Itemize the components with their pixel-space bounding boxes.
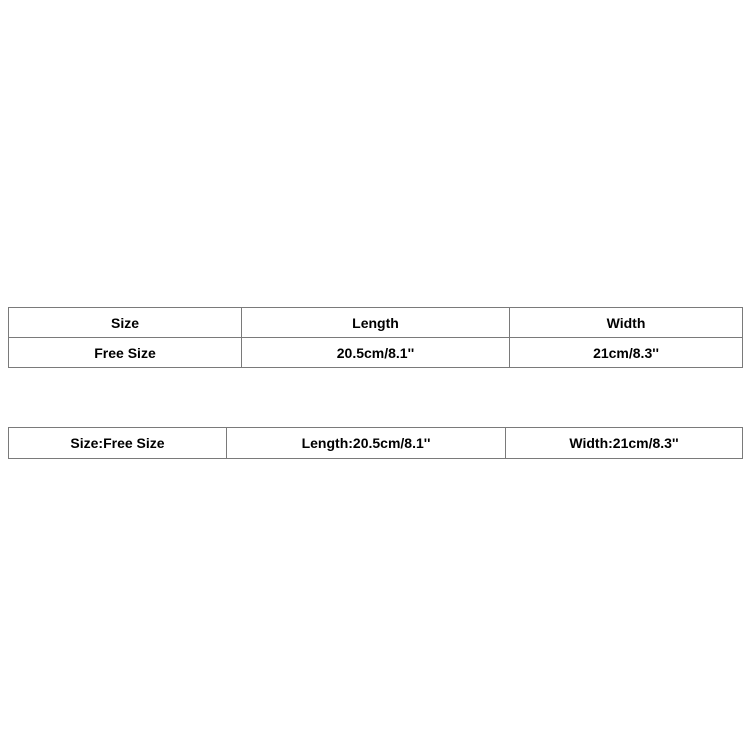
header-length: Length — [242, 308, 510, 338]
header-width: Width — [510, 308, 743, 338]
cell-size-summary: Size:Free Size — [9, 428, 227, 459]
table-header-row — [9, 308, 743, 338]
cell-length-summary: Length:20.5cm/8.1'' — [227, 428, 506, 459]
size-summary-table — [8, 427, 743, 459]
cell-width-value: 21cm/8.3'' — [510, 338, 743, 368]
table-row — [9, 338, 743, 368]
cell-width-summary: Width:21cm/8.3'' — [506, 428, 743, 459]
cell-length-value: 20.5cm/8.1'' — [242, 338, 510, 368]
size-table — [8, 307, 743, 368]
cell-size-value: Free Size — [9, 338, 242, 368]
header-size: Size — [9, 308, 242, 338]
table-row — [9, 428, 743, 459]
